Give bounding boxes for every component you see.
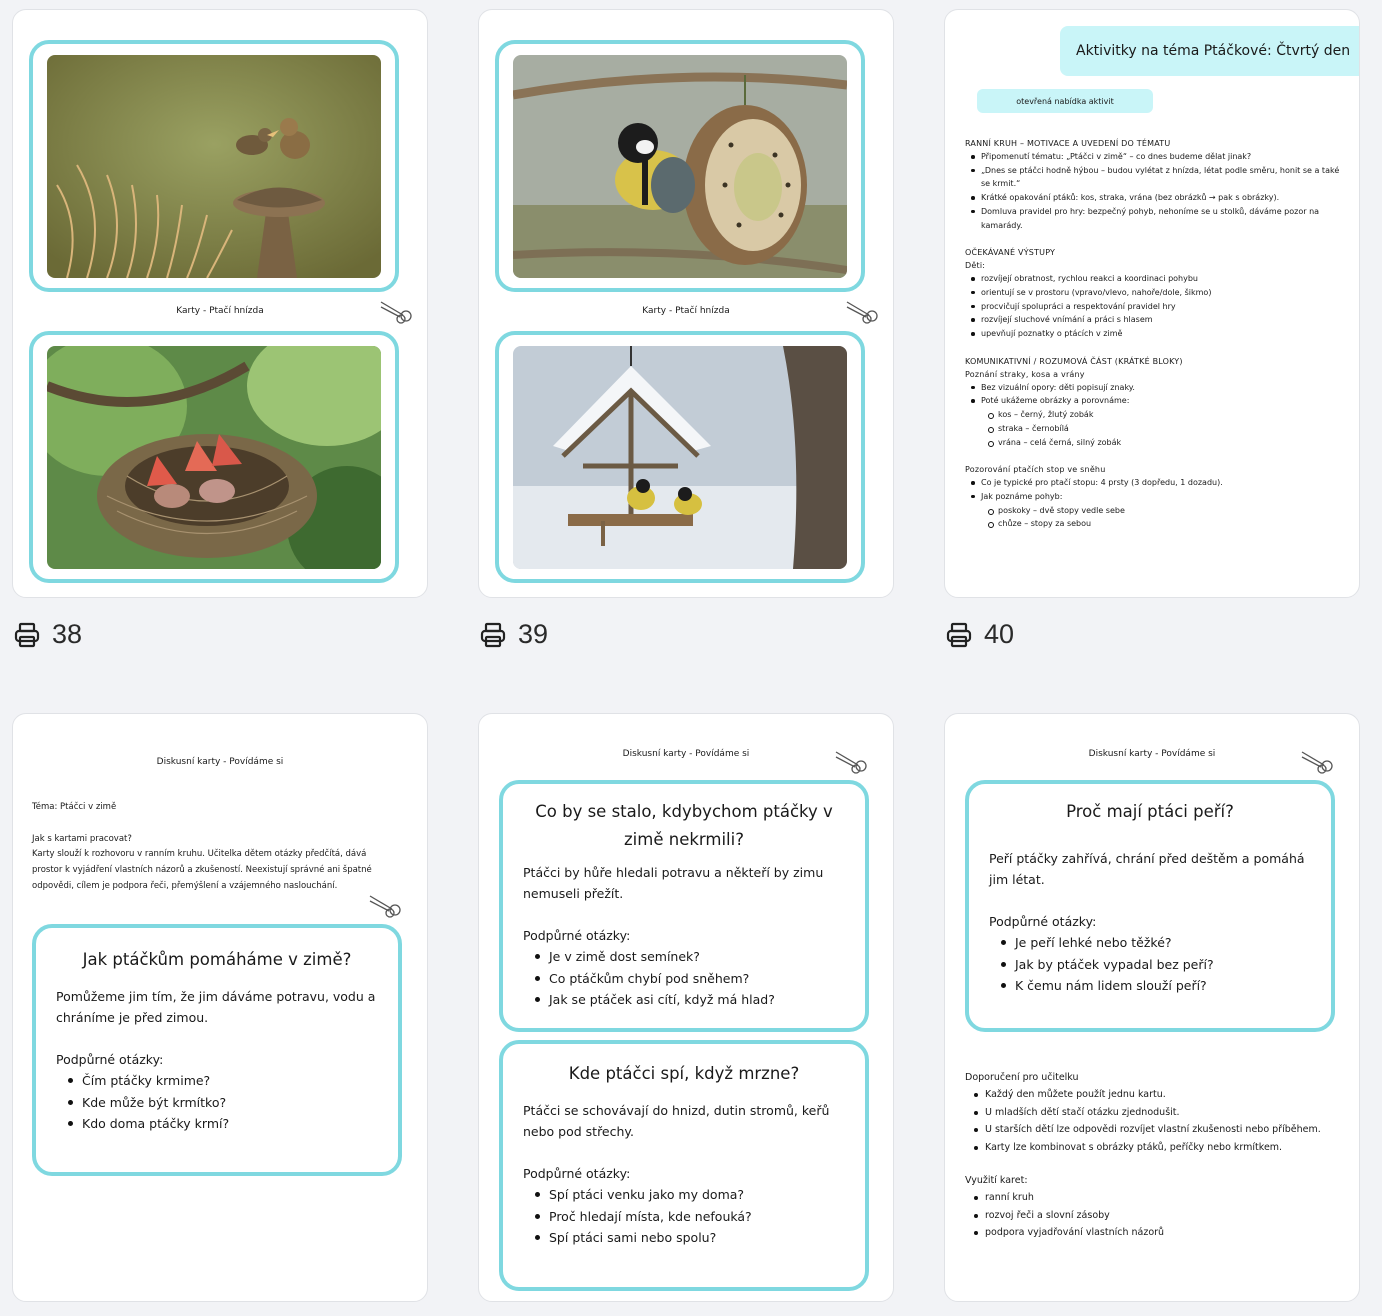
page-header: Diskusní karty - Povídáme si (622, 749, 750, 759)
print-page-40-button[interactable] (946, 619, 1014, 650)
card-question: Kde ptáčci spí, když mrzne? (568, 1064, 800, 1083)
card-answer: Ptáčci se schovávají do hnizd, dutin stromů, keřů nebo pod střechy. (523, 1103, 830, 1139)
support-question: Jak se ptáček asi cítí, když má hlad? (531, 989, 845, 1011)
list-subitem: poskoky – dvě stopy vedle sebe (965, 504, 1345, 518)
section-sub: Děti: (965, 261, 986, 271)
discussion-card (499, 1040, 869, 1291)
section-heading: RANNÍ KRUH – MOTIVACE A UVEDENÍ DO TÉMATU (965, 139, 1171, 148)
list-item: Jak poznáme pohyb: (965, 490, 1345, 504)
section-heading: OČEKÁVANÉ VÝSTUPY (965, 248, 1056, 258)
page-thumbnail-41[interactable] (12, 713, 428, 1302)
support-question: Čím ptáčky krmime? (64, 1070, 378, 1092)
tit-on-seed-ring-photo (513, 55, 847, 278)
section-sub: Poznání straky, kosa a vrány (965, 369, 1085, 379)
list-item: U mladších dětí stačí otázku zjednodušit. (965, 1104, 1350, 1122)
page-number: 39 (518, 619, 549, 649)
activity-pill: otevřená nabídka aktivit (977, 89, 1153, 113)
page-thumbnail-39[interactable] (478, 9, 894, 598)
list-item: orientují se v prostoru (vpravo/vlevo, nahoře/dole, šikmo) (965, 286, 1345, 300)
page-title: Aktivitky na téma Ptáčkové: Čtvrtý den (1076, 43, 1351, 59)
page-thumbnail-38[interactable] (12, 9, 428, 598)
list-item: rozvíjejí obratnost, rychlou reakci a koordinaci pohybu (965, 272, 1345, 286)
section-heading: KOMUNIKATIVNÍ / ROZUMOVÁ ČÁST (KRÁTKÉ BLOKY) (965, 356, 1183, 366)
printer-icon (946, 622, 972, 648)
page-number: 40 (984, 619, 1015, 649)
list-item: Co je typické pro ptačí stopu: 4 prsty (3 dopředu, 1 dozadu). (965, 476, 1345, 490)
list-subitem: kos – černý, žlutý zobák (965, 408, 1345, 422)
printer-icon (480, 622, 506, 648)
support-question: Spí ptáci venku jako my doma? (531, 1184, 845, 1206)
list-subitem: vrána – celá černá, silný zobák (965, 436, 1345, 450)
scissors-icon (834, 748, 870, 774)
snow-feeder-photo (513, 346, 847, 569)
list-item: Bez vizuální opory: děti popisují znaky. (965, 381, 1345, 395)
card-answer: Pomůžeme jim tím, že jim dáváme potravu, vodu a chráníme je před zimou. (56, 989, 376, 1025)
page-caption: Karty - Ptačí hnízda (642, 306, 730, 316)
discussion-card (32, 924, 402, 1176)
scissors-icon (1300, 748, 1336, 774)
card-subheading: Podpůrné otázky: (523, 1166, 631, 1181)
page-header: Diskusní karty - Povídáme si (1088, 749, 1216, 759)
list-item: Každý den můžete použít jednu kartu. (965, 1086, 1350, 1104)
print-page-39-button[interactable] (480, 619, 548, 650)
discussion-card (499, 780, 869, 1032)
page-number: 38 (52, 619, 83, 649)
list-subitem: straka – černobílá (965, 422, 1345, 436)
list-item: „Dnes se ptáčci hodně hýbou – budou vylétat z hnízda, létat podle směru, honit se a také se krmit.“ (965, 164, 1345, 191)
page-header: Diskusní karty - Povídáme si (156, 757, 284, 767)
list-item: Připomenutí tématu: „Ptáčci v zimě“ – co dnes budeme dělat jinak? (965, 150, 1345, 164)
discussion-card (965, 780, 1335, 1032)
page-title-banner (1060, 26, 1360, 76)
list-item: rozvíjejí sluchové vnímání a práci s hlasem (965, 313, 1345, 327)
support-question: Spí ptáci sami nebo spolu? (531, 1227, 845, 1249)
list-item: Poté ukážeme obrázky a porovnáme: (965, 394, 1345, 408)
card-question: Proč mají ptáci peří? (1066, 802, 1234, 821)
teacher-tips: Doporučení pro učitelku Každý den můžete použít jednu kartu. U mladších dětí stačí otázku zjednodušit. U starších dětí lze odpovědi rozvíjet vlastní zkušenosti nebo příběhem. Karty lze kombinovat s obrázky ptáků, peříčky nebo krmítkem. Využití karet: ranní kruh rozvoj řeči a slovní zásoby podpora vyjadřování vlastních názorů (965, 1069, 1350, 1242)
support-question: Je v zimě dost semínek? (531, 946, 845, 968)
list-item: rozvoj řeči a slovní zásoby (965, 1207, 1350, 1225)
photo-card (29, 331, 399, 583)
scissors-icon (845, 298, 881, 324)
card-subheading: Podpůrné otázky: (989, 914, 1097, 929)
activity-text (965, 137, 1345, 531)
list-item: upevňují poznatky o ptácích v zimě (965, 327, 1345, 341)
support-question: Kde může být krmítko? (64, 1092, 378, 1114)
list-item: Krátké opakování ptáků: kos, straka, vrána (bez obrázků → pak s obrázky). (965, 191, 1345, 205)
list-item: U starších dětí lze odpovědi rozvíjet vlastní zkušenosti nebo příběhem. (965, 1121, 1350, 1139)
list-item: Karty lze kombinovat s obrázky ptáků, peříčky nebo krmítkem. (965, 1139, 1350, 1157)
scissors-icon (368, 892, 404, 918)
print-page-38-button[interactable] (14, 619, 82, 650)
page-thumbnail-42[interactable] (478, 713, 894, 1302)
list-item: procvičují spolupráci a respektování pravidel hry (965, 300, 1345, 314)
scissors-icon (379, 298, 415, 324)
list-subitem: chůze – stopy za sebou (965, 517, 1345, 531)
nest-chicks-photo (47, 346, 381, 569)
card-subheading: Podpůrné otázky: (523, 928, 631, 943)
card-question: Jak ptáčkům pomáháme v zimě? (82, 950, 352, 969)
card-question: Co by se stalo, kdybychom ptáčky v zimě nekrmili? (535, 802, 833, 849)
support-question: Je peří lehké nebo těžké? (997, 932, 1311, 954)
support-question: K čemu nám lidem slouží peří? (997, 975, 1311, 997)
support-question: Co ptáčkům chybí pod sněhem? (531, 968, 845, 990)
support-question: Kdo doma ptáčky krmí? (64, 1113, 378, 1135)
section-heading: Pozorování ptačích stop ve sněhu (965, 465, 1106, 475)
list-item: ranní kruh (965, 1189, 1350, 1207)
nest-feeding-photo (47, 55, 381, 278)
page-thumbnail-40[interactable] (944, 9, 1360, 598)
card-answer: Peří ptáčky zahřívá, chrání před deštěm a pomáhá jim létat. (989, 851, 1305, 887)
support-question: Proč hledají místa, kde nefouká? (531, 1206, 845, 1228)
page-thumbnail-43[interactable] (944, 713, 1360, 1302)
photo-card (495, 331, 865, 583)
card-answer: Ptáčci by hůře hledali potravu a někteří by zimu nemuseli přežít. (523, 865, 824, 901)
photo-card (29, 40, 399, 292)
card-subheading: Podpůrné otázky: (56, 1052, 164, 1067)
printer-icon (14, 622, 40, 648)
intro-text: Téma: Ptáčci v zimě Jak s kartami pracovat? Karty slouží k rozhovoru v ranním kruhu. Učitelka dětem otázky předčítá, dává prostor k vyjádření vlastních názorů a zkušeností. Neexistují správné ani špatné odpovědi, cílem je podpora řeči, přemýšlení a vzájemného naslouchání. (32, 802, 372, 891)
support-question: Jak by ptáček vypadal bez peří? (997, 954, 1311, 976)
list-item: podpora vyjadřování vlastních názorů (965, 1224, 1350, 1242)
list-item: Domluva pravidel pro hry: bezpečný pohyb, nehoníme se u stolků, dáváme pozor na kamarády. (965, 205, 1345, 232)
page-caption: Karty - Ptačí hnízda (176, 306, 264, 316)
photo-card (495, 40, 865, 292)
